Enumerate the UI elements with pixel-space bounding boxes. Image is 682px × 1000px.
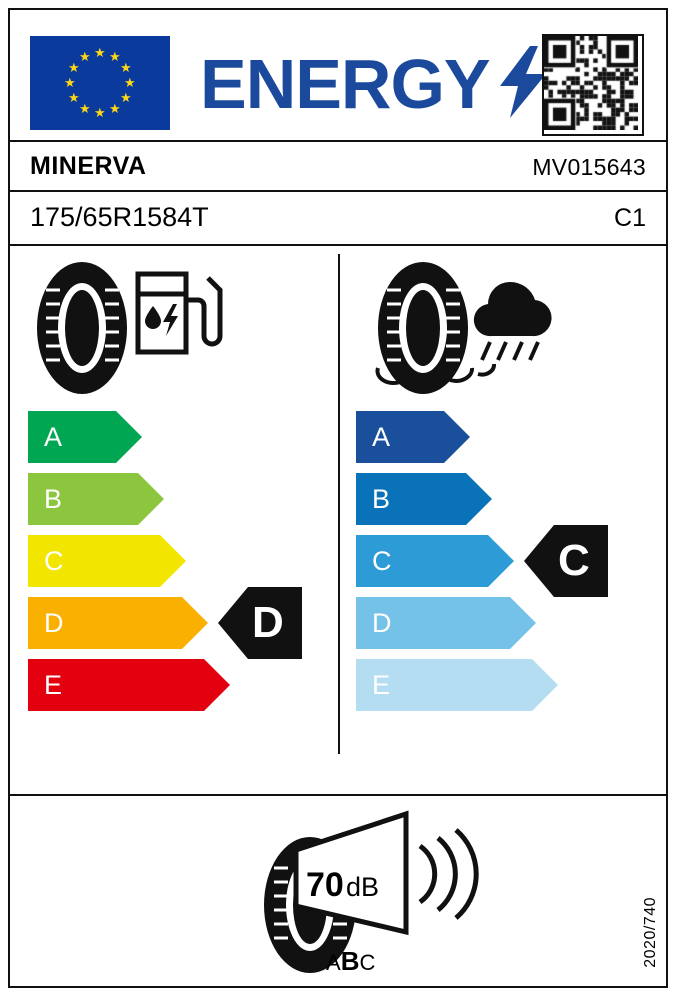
fuel-selected-grade — [218, 587, 302, 659]
product-code: MV015643 — [532, 154, 646, 180]
grade-bar-e — [338, 659, 666, 711]
wet-grade-list — [338, 411, 666, 721]
brand-row — [10, 142, 666, 190]
fuel-pictogram — [10, 256, 338, 406]
grade-letter: A — [372, 421, 391, 452]
tyre-rain-cloud-icon — [338, 256, 588, 401]
grade-letter: E — [372, 669, 391, 700]
brand-name: MINERVA — [30, 152, 147, 180]
grade-bar-b — [10, 473, 338, 525]
grade-bar-c — [10, 535, 338, 587]
noise-scale — [326, 946, 375, 977]
eu-star: ★ — [64, 75, 76, 90]
noise-panel — [10, 796, 666, 986]
eu-star: ★ — [79, 49, 91, 65]
qr-code-icon — [542, 34, 644, 136]
energy-label — [8, 8, 668, 988]
grade-letter: B — [372, 483, 391, 514]
eu-star: ★ — [119, 90, 132, 105]
noise-pictogram — [10, 810, 666, 980]
grade-letter: B — [44, 483, 63, 514]
eu-star: ★ — [94, 105, 106, 120]
grade-bar-d — [338, 597, 666, 649]
size-row — [10, 192, 666, 242]
grade-panels — [10, 246, 666, 786]
noise-scale-a: A — [326, 950, 341, 975]
noise-unit: dB — [346, 872, 380, 902]
wet-grip-panel — [338, 246, 666, 786]
grade-letter: C — [44, 545, 64, 576]
eu-star: ★ — [68, 60, 80, 75]
grade-letter: A — [44, 421, 63, 452]
page-title: ENERGY — [200, 45, 490, 123]
eu-star: ★ — [68, 90, 80, 105]
grade-letter: D — [372, 607, 392, 638]
fuel-selected-letter: D — [252, 598, 284, 647]
grade-bar-b — [338, 473, 666, 525]
eu-star: ★ — [79, 100, 91, 116]
grade-bar-a — [338, 411, 666, 463]
label-header — [10, 10, 666, 140]
wet-selected-letter: C — [558, 536, 590, 585]
grade-letter: C — [372, 545, 392, 576]
grade-letter: D — [44, 607, 64, 638]
tyre-class: C1 — [614, 204, 646, 232]
eu-star: ★ — [109, 49, 121, 65]
grade-letter: E — [44, 669, 63, 700]
noise-scale-c: C — [359, 950, 376, 975]
noise-value: 70 — [306, 866, 344, 904]
eu-flag-icon — [30, 36, 170, 130]
wet-grip-pictogram — [338, 256, 666, 406]
grade-bar-a — [10, 411, 338, 463]
tyre-size: 175/65R1584T — [30, 202, 209, 232]
grade-bar-c — [338, 535, 666, 587]
tyre-fuel-pump-icon — [10, 256, 260, 401]
fuel-grade-list — [10, 411, 338, 721]
grade-bar-e — [10, 659, 338, 711]
fuel-efficiency-panel — [10, 246, 338, 786]
lightning-bolt-icon — [500, 46, 546, 118]
eu-star: ★ — [119, 60, 132, 75]
wet-selected-grade — [524, 525, 608, 597]
eu-star: ★ — [109, 100, 121, 116]
eu-star: ★ — [94, 45, 106, 60]
noise-scale-b: B — [340, 946, 360, 976]
regulation-reference: 2020/740 — [642, 897, 659, 968]
eu-star: ★ — [124, 75, 136, 90]
